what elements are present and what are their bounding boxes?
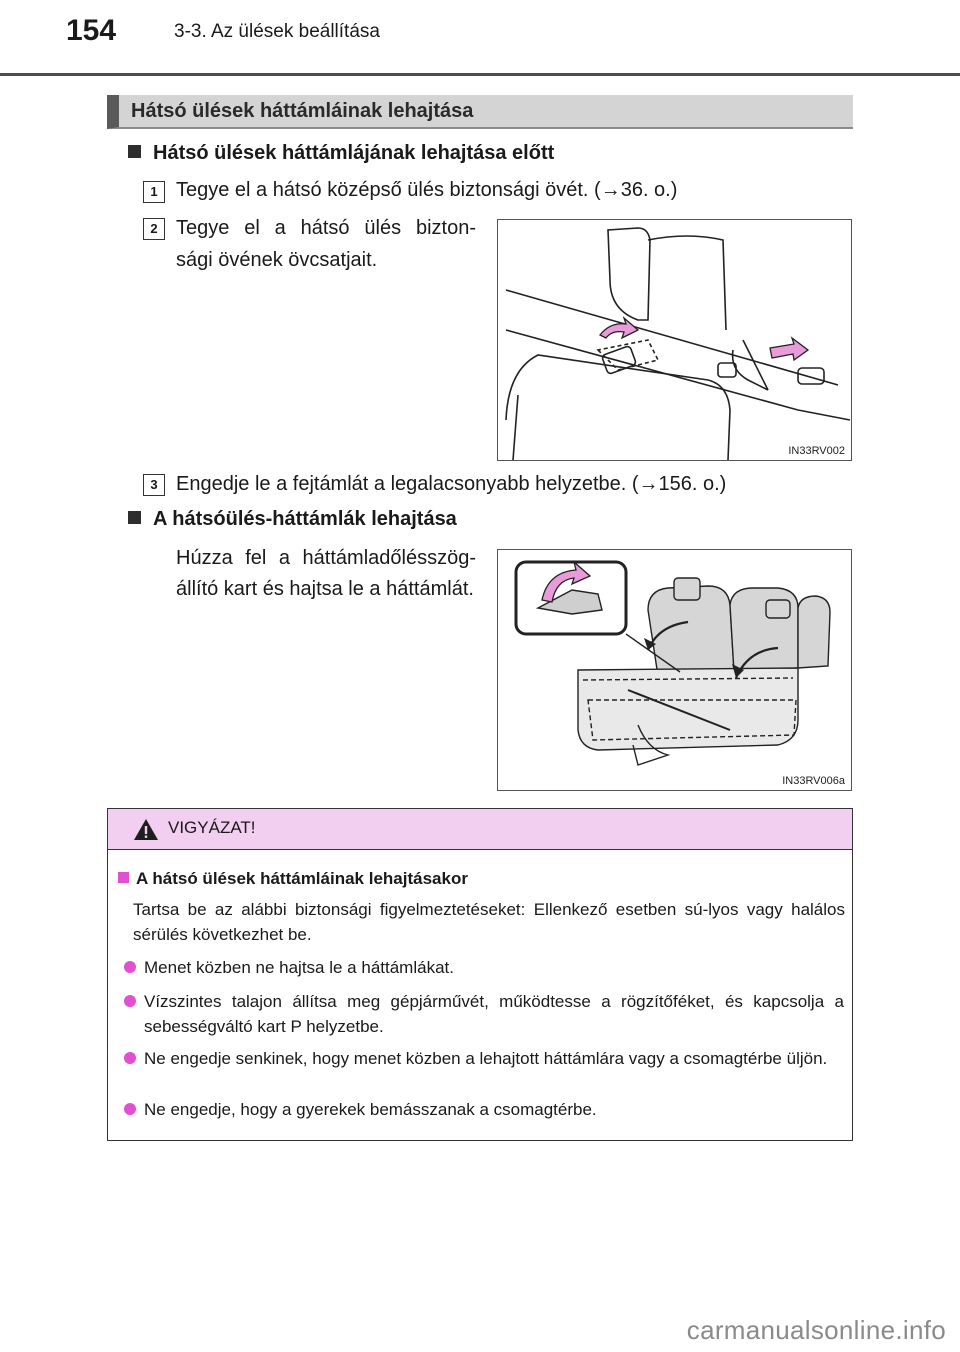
caution-bullet-text: Vízszintes talajon állítsa meg gépjárművét, működtesse a rögzítőféket, és kapcsolja a sebességváltó kart P helyzetbe. — [144, 992, 844, 1036]
caution-bullet — [122, 955, 844, 980]
caution-bullet — [122, 989, 844, 1039]
subsection-heading-before-folding — [128, 142, 554, 165]
caution-bullet-text: Menet közben ne hajtsa le a háttámlákat. — [144, 958, 454, 977]
warning-triangle-icon — [133, 818, 159, 841]
caution-intro-text: Tartsa be az alábbi biztonsági figyelmeztetéseket: Ellenkező esetben sú-lyos vagy halálos sérülés következhet be. — [133, 900, 845, 944]
step-number-2: 2 — [143, 218, 165, 240]
step-1-text: Tegye el a hátsó középső ülés biztonsági övét. (→36. o.) — [176, 179, 678, 201]
caution-bullet-text: Ne engedje, hogy a gyerekek bemásszanak a csomagtérbe. — [144, 1100, 597, 1119]
seatback-folding-illustration — [498, 550, 851, 790]
section-title-bar — [107, 95, 853, 129]
watermark: carmanualsonline.info — [686, 1315, 946, 1345]
caution-bullet — [122, 1046, 844, 1071]
round-bullet-icon — [124, 1103, 136, 1115]
square-bullet-icon — [118, 872, 129, 883]
subsection-heading-text: Hátsó ülések háttámlájának lehajtása előtt — [153, 142, 555, 164]
round-bullet-icon — [124, 961, 136, 973]
round-bullet-icon — [124, 1052, 136, 1064]
header-rule — [0, 73, 960, 76]
subsection-heading-folding — [128, 508, 457, 531]
square-bullet-icon — [128, 145, 141, 158]
square-bullet-icon — [128, 511, 141, 524]
folding-instruction-line-1: Húzza fel a háttámladőlésszög- — [176, 547, 476, 569]
section-title: Hátsó ülések háttámláinak lehajtása — [131, 100, 474, 122]
step-2-line-2: sági övének övcsatjait. — [176, 249, 378, 271]
step-2-line-1: Tegye el a hátsó ülés bizton- — [176, 217, 476, 239]
caution-box — [107, 808, 853, 1141]
running-head: 3-3. Az ülések beállítása — [174, 21, 380, 42]
step-number-1: 1 — [143, 181, 165, 203]
figure-code-1: IN33RV002 — [788, 445, 845, 457]
page-number: 154 — [66, 14, 117, 47]
caution-bullet — [122, 1097, 844, 1122]
subsection-heading-text: A hátsóülés-háttámlák lehajtása — [153, 508, 457, 530]
step-number-3: 3 — [143, 474, 165, 496]
seatbelt-buckle-figure — [497, 219, 852, 461]
step-3-text: Engedje le a fejtámlát a legalacsonyabb helyzetbe. (→156. o.) — [176, 473, 727, 495]
seatbelt-buckle-illustration — [498, 220, 851, 460]
caution-bullet-text: Ne engedje senkinek, hogy menet közben a lehajtott háttámlára vagy a csomagtérbe üljön. — [144, 1049, 828, 1068]
caution-header — [108, 809, 852, 850]
figure-code-2: IN33RV006a — [782, 775, 845, 787]
caution-subheading — [118, 869, 468, 889]
caution-subheading-text: A hátsó ülések háttámláinak lehajtásakor — [136, 869, 468, 888]
round-bullet-icon — [124, 995, 136, 1007]
caution-title: VIGYÁZAT! — [168, 818, 256, 837]
folding-instruction-line-2: állító kart és hajtsa le a háttámlát. — [176, 578, 474, 600]
seatback-folding-figure — [497, 549, 852, 791]
